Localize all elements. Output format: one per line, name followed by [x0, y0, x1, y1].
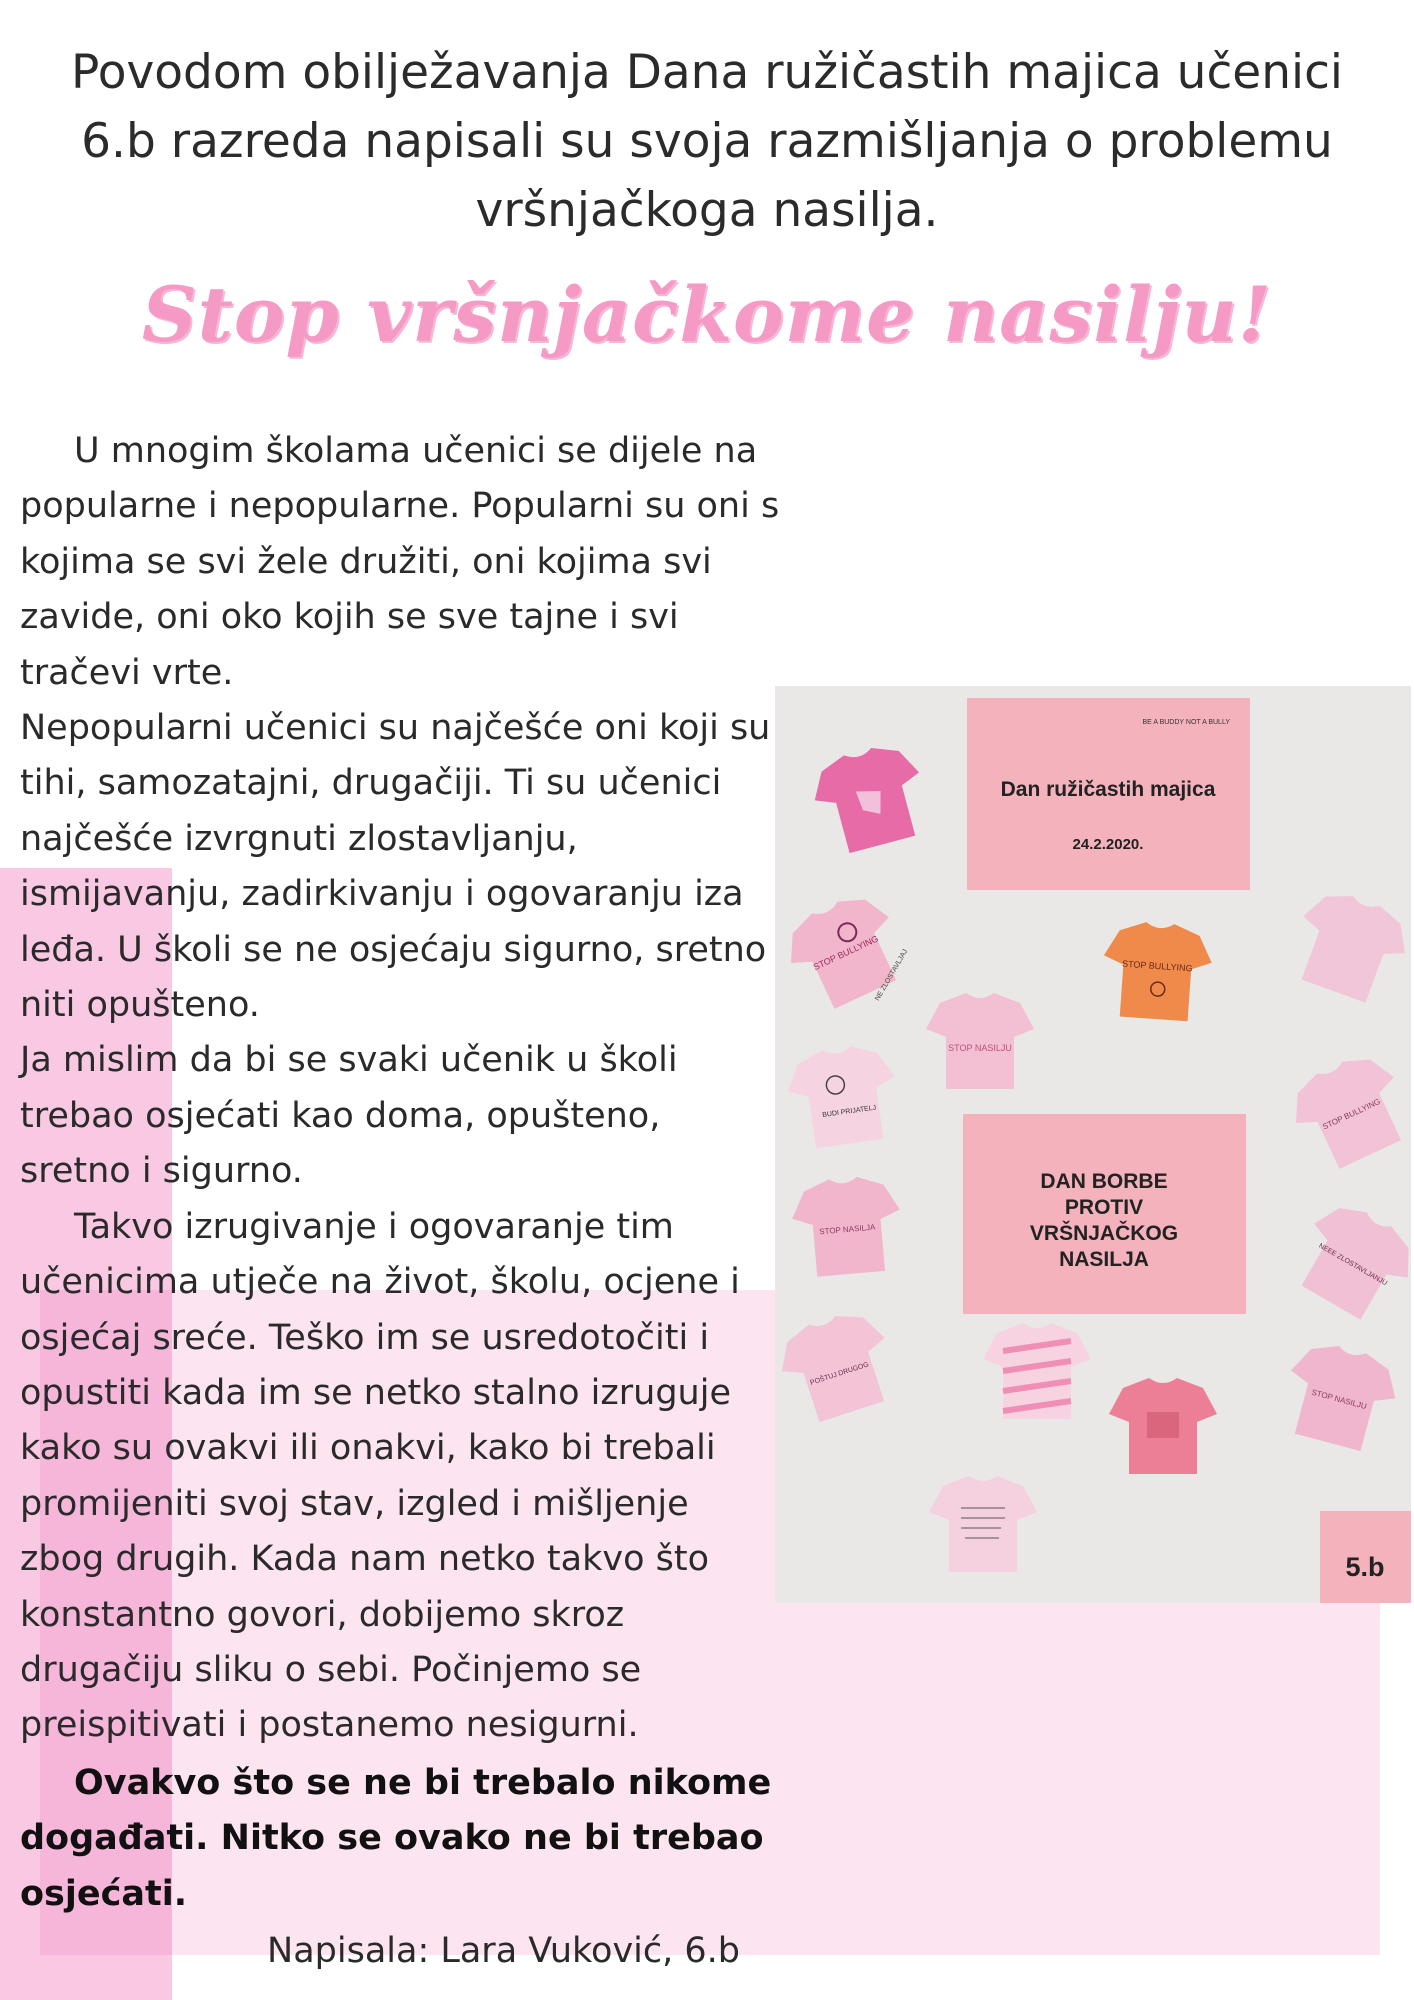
shirt-text: STOP BULLYING	[811, 933, 880, 973]
shirt-text: BUDI PRIJATELJ	[821, 1104, 877, 1120]
shirt-drawing	[929, 1476, 1037, 1572]
poster-date: 24.2.2020.	[1072, 836, 1144, 853]
shirt-drawing	[983, 1323, 1091, 1419]
shirt-text: STOP NASILJU	[1310, 1387, 1368, 1412]
shirt-text: POŠTUJ DRUGOG	[809, 1361, 870, 1387]
shirt-text: NE ZLOSTAVLJAJ	[874, 948, 910, 1003]
shirt-text: NEEE ZLOSTAVLJANJU	[1317, 1242, 1389, 1288]
shirt-drawing	[1284, 1192, 1411, 1329]
article-paragraph-2: Nepopularni učenici su najčešće oni koji su tihi, samozatajni, drugačiji. Ti su učenici najčešće izvrgnuti zlostavljanju, ismijavanju, zadirkivanju i ogovaranju iza leđa. U školi se ne osjećaju sigurno, sretno niti opušteno.	[20, 708, 771, 1026]
shirt-text: STOP BULLYING	[1321, 1096, 1382, 1132]
shirt-drawing	[783, 1041, 903, 1151]
article-paragraph-4: Takvo izrugivanje i ogovaranje tim učenicima utječe na život, školu, ocjene i osjećaj sreće. Teško im se usredotočiti i opustiti kada im se netko stalno izruguje kako su ovakvi ili onakvi, kako bi trebali promijeniti svoj stav, izgled i mišljenje zbog drugih. Kada nam netko takvo što konstantno govori, dobijemo skroz drugačiju sliku o sebi. Počinjemo se preispitivati i postanemo nesigurni.	[20, 1206, 740, 1746]
poster-dan-ruzicastih-majica	[967, 698, 1250, 890]
shirt-drawing	[776, 885, 914, 1018]
shirt-drawing	[805, 738, 934, 859]
article-emphasis: Ovakvo što se ne bi trebalo nikome događati. Nitko se ovako ne bi trebao osjećati.	[20, 1762, 772, 1914]
shirt-drawing	[1283, 882, 1411, 1009]
shirt-drawing	[1275, 1336, 1404, 1457]
shirt-drawing	[775, 1304, 903, 1429]
article	[20, 424, 780, 1979]
bulletin-board-photo	[775, 686, 1411, 1603]
shirt-text: STOP NASILJA	[818, 1222, 876, 1237]
class-label: 5.b	[1345, 1552, 1385, 1582]
shirt-drawing	[926, 993, 1034, 1089]
poster2-line4: NASILJA	[1059, 1248, 1149, 1271]
poster2-line3: VRŠNJAČKOG	[1029, 1222, 1179, 1245]
banner-title: Stop vršnjačkome nasilju!	[141, 270, 1273, 359]
shirt-drawing	[1281, 1045, 1411, 1178]
shirt-drawing	[1100, 919, 1214, 1022]
article-paragraph-1: U mnogim školama učenici se dijele na popularne i nepopularne. Popularni su oni s kojima se svi žele družiti, oni kojima svi zavide, oni oko kojih se sve tajne i svi tračevi vrte.	[20, 431, 780, 693]
article-paragraph-3: Ja mislim da bi se svaki učenik u školi trebao osjećati kao doma, opušteno, sretno i sigurno.	[20, 1040, 678, 1192]
shirt-drawing	[1109, 1378, 1217, 1474]
poster-logo-text: BE A BUDDY NOT A BULLY	[1142, 719, 1230, 726]
shirt-text: STOP BULLYING	[1121, 958, 1193, 974]
article-signature: Napisala: Lara Vuković, 6.b	[267, 1930, 740, 1971]
shirt-text: STOP NASILJU	[948, 1043, 1012, 1053]
poster2-line1: DAN BORBE	[1040, 1170, 1168, 1193]
intro-text: Povodom obilježavanja Dana ružičastih majica učenici 6.b razreda napisali su svoja razmišljanja o problemu vršnjačkoga nasilja.	[71, 45, 1343, 238]
class-label-card	[1320, 1511, 1411, 1603]
shirt-drawing	[789, 1173, 905, 1278]
poster-title: Dan ružičastih majica	[1000, 778, 1216, 801]
poster2-line2: PROTIV	[1064, 1196, 1144, 1219]
poster-dan-borbe	[963, 1114, 1246, 1314]
